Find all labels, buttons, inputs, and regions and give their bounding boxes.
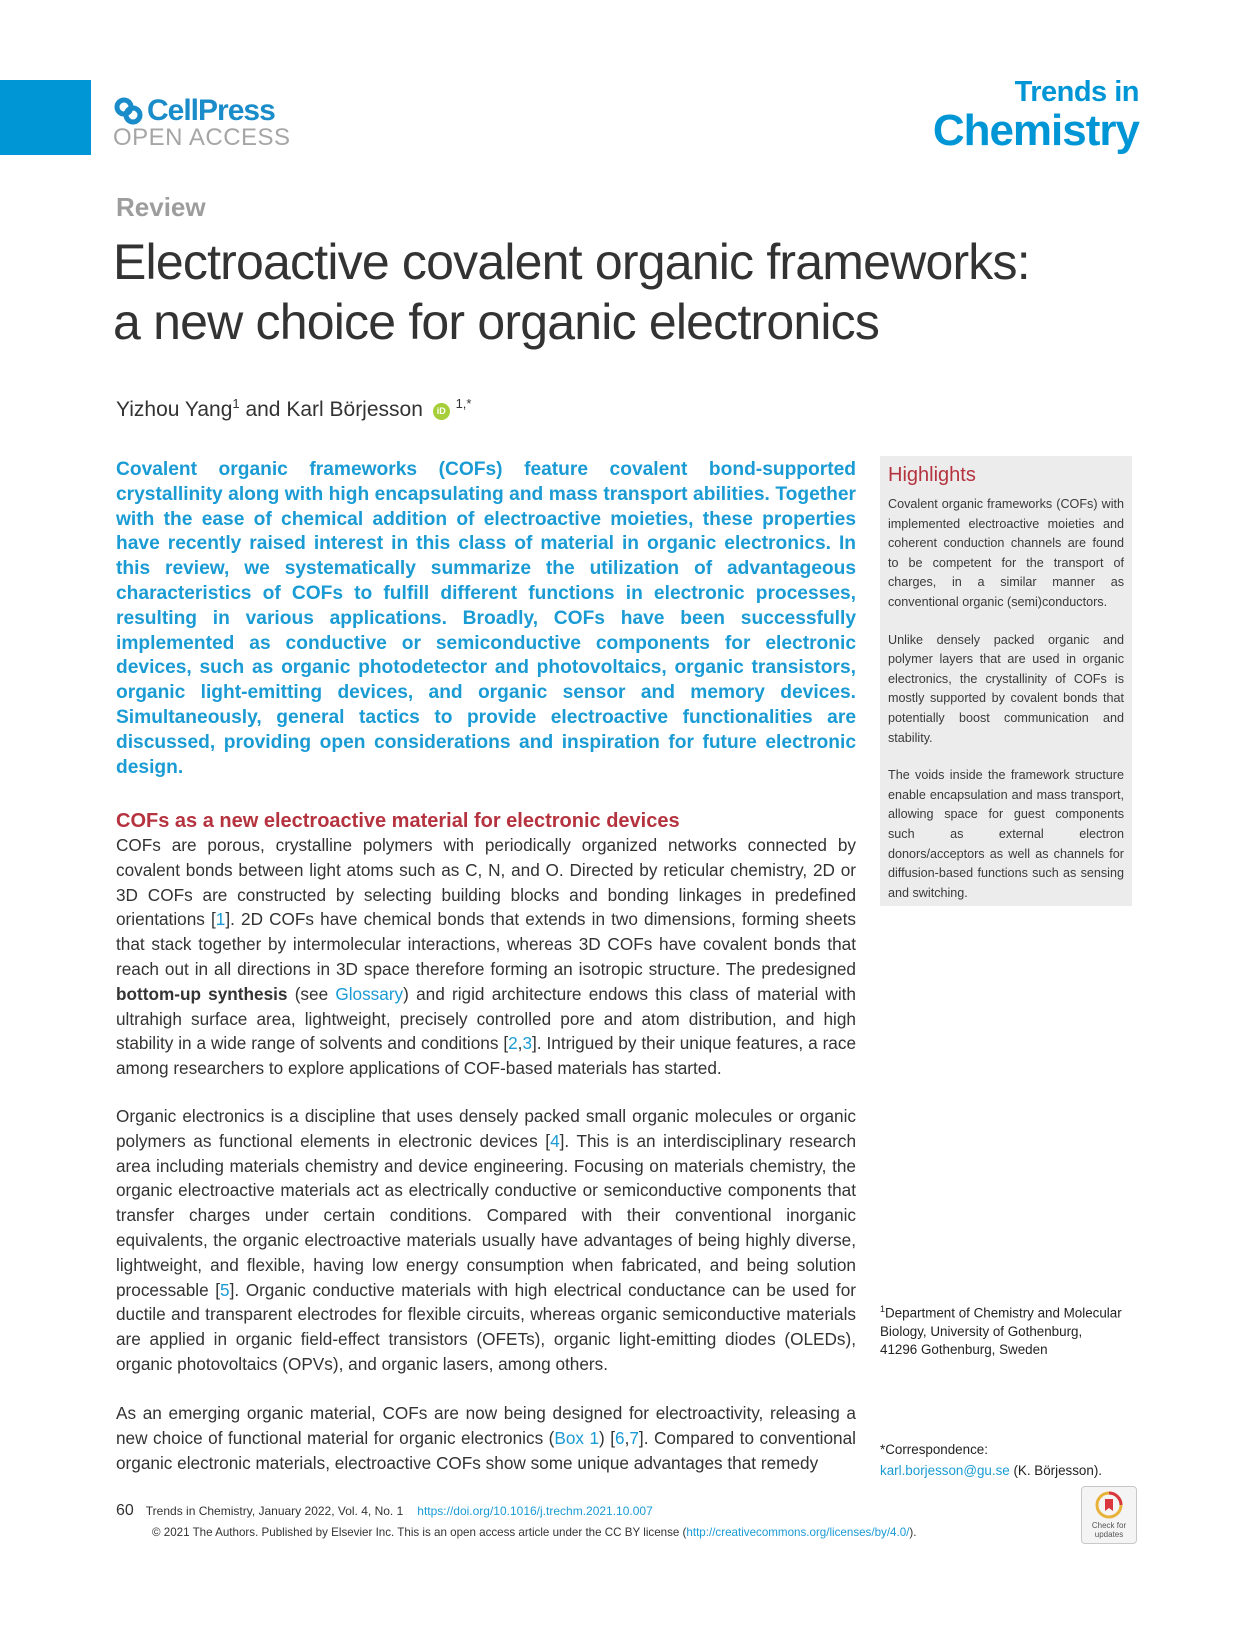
section-heading: COFs as a new electroactive material for electronic devices	[116, 810, 680, 832]
highlights-box	[880, 456, 1132, 906]
article-title	[113, 232, 1113, 352]
header-color-block	[0, 80, 91, 155]
correspondence-name: (K. Börjesson).	[1009, 1463, 1102, 1478]
reference-link[interactable]: 7	[629, 1427, 639, 1448]
reference-link[interactable]: 6	[615, 1427, 625, 1448]
text-run: ]. 2D COFs have chemical bonds that extends in two dimensions, forming sheets that stack together by intermolecular interactions, whereas 3D COFs have covalent bonds that reach out in all directions in 3D space therefore forming an isotropic structure. The predesigned	[116, 909, 856, 979]
author-2-affil: 1,*	[455, 396, 472, 411]
correspondence-label: *Correspondence:	[880, 1442, 988, 1457]
text-run: (see	[287, 983, 336, 1004]
check-updates-line1: Check for	[1091, 1521, 1127, 1530]
body-paragraph-2	[116, 1104, 856, 1377]
highlights-title: Highlights	[888, 464, 976, 486]
box-link[interactable]: Box 1	[554, 1427, 600, 1448]
correspondence	[880, 1439, 1150, 1481]
license-text: © 2021 The Authors. Published by Elsevier Inc. This is an open access article under the CC BY license (	[152, 1526, 687, 1539]
cellpress-mark-icon	[113, 96, 143, 126]
open-access-label: OPEN ACCESS	[113, 124, 291, 151]
body-paragraph-3	[116, 1401, 856, 1475]
body-paragraph-1	[116, 833, 856, 1081]
text-run: ]. Organic conductive materials with high electrical conductance can be used for ductile and transparent electrodes for flexible circuits, whereas organic semiconductive materials are applied in organic field-effect transistors (OFETs), organic light-emitting diodes (OLEDs), organic photovoltaics (OPVs), and organic lasers, among others.	[116, 1279, 856, 1374]
affiliation-line: 41296 Gothenburg, Sweden	[880, 1342, 1048, 1358]
text-run: ]. Compared to conventional organic electronic materials, electroactive COFs show some unique advantages that remedy	[116, 1427, 856, 1473]
author-list	[116, 396, 471, 422]
text-run: As an emerging organic material, COFs are now being designed for electroactivity, releasing a new choice of functional material for organic electronics (	[116, 1403, 856, 1448]
author-2[interactable]: Karl Börjesson	[286, 398, 423, 421]
highlight-item: Unlike densely packed organic and polymer layers that are used in organic electronics, the crystallinity of COFs is mostly supported by covalent bonds that potentially boost communication and stability.	[888, 632, 1124, 745]
reference-link[interactable]: 5	[220, 1279, 230, 1300]
reference-link[interactable]: 1	[215, 909, 226, 930]
affiliation-line: Biology, University of Gothenburg,	[880, 1323, 1083, 1339]
author-1-affil: 1	[232, 396, 240, 411]
reference-link[interactable]: 4	[550, 1130, 560, 1151]
correspondence-email-link[interactable]: karl.borjesson@gu.se	[880, 1463, 1010, 1478]
footer-license	[152, 1526, 916, 1539]
title-line-2: a new choice for organic electronics	[113, 294, 880, 350]
glossary-link[interactable]: Glossary	[335, 983, 404, 1004]
publisher-name: CellPress	[147, 94, 275, 127]
reference-link[interactable]: 2	[508, 1033, 518, 1054]
check-updates-line2: updates	[1094, 1530, 1124, 1539]
affiliation-marker: 1	[880, 1304, 886, 1314]
reference-link[interactable]: 3	[522, 1033, 533, 1054]
affiliation-line: Department of Chemistry and Molecular	[885, 1305, 1122, 1321]
text-run: ) [	[599, 1427, 616, 1448]
footer-citation	[116, 1502, 653, 1520]
abstract: Covalent organic frameworks (COFs) feature covalent bond-supported crystallinity along with high encapsulating and mass transport abilities. Together with the ease of chemical addition of electroactive moieties, these properties have recently raised interest in this class of material in organic electronics. In this review, we systematically summarize the utilization of advantageous characteristics of COFs to fulfill different functions in electronic processes, resulting in various applications. Broadly, COFs have been successfully implemented as conductive or semiconductive components for electronic devices, such as organic photodetector and photovoltaics, organic transistors, organic light-emitting devices, and organic sensor and memory devices. Simultaneously, general tactics to provide electroactive functionalities are discussed, providing open considerations and inspiration for future electronic design.	[116, 459, 856, 778]
text-run: ,	[517, 1033, 523, 1054]
text-run: ,	[624, 1427, 630, 1448]
journal-logo[interactable]	[933, 76, 1139, 154]
highlight-item: Covalent organic frameworks (COFs) with implemented electroactive moieties and coherent conduction channels are found to be competent for the transport of charges, in a similar manner as conventional organic (semi)conductors.	[888, 497, 1124, 609]
affiliation	[880, 1300, 1140, 1360]
highlight-item: The voids inside the framework structure enable encapsulation and mass transport, allowing space for guest components such as external electron donors/acceptors as well as channels for diffusion-based functions such as sensing and switching.	[888, 768, 1124, 900]
license-link[interactable]: http://creativecommons.org/licenses/by/4.0/	[686, 1526, 910, 1539]
article-type: Review	[116, 192, 206, 222]
text-run: ]. Intrigued by their unique features, a race among researchers to explore applications of COF-based materials has started.	[116, 1033, 856, 1079]
text-run: ]. This is an interdisciplinary research area including materials chemistry and device engineering. Focusing on materials chemistry, the organic electroactive materials act as electrically conductive or semiconductive components that transfer charges under certain conditions. Compared with their conventional inorganic equivalents, the organic electroactive materials usually have advantages of being highly diverse, lightweight, and flexible, having low energy consumption when fabricated, and being solution processable [	[116, 1130, 857, 1300]
text-run: Organic electronics is a discipline that uses densely packed small organic molecules or organic polymers as functional elements in electronic devices [	[116, 1106, 856, 1151]
glossary-term: bottom-up synthesis	[116, 983, 288, 1004]
text-run: COFs are porous, crystalline polymers with periodically organized networks connected by covalent bonds between light atoms such as C, N, and O. Directed by reticular chemistry, 2D or 3D COFs are constructed by selecting building blocks and bonding linkages in predefined orientations [	[116, 835, 856, 930]
cellpress-logo[interactable]	[113, 96, 291, 150]
citation-text: Trends in Chemistry, January 2022, Vol. 4, No. 1	[145, 1504, 404, 1518]
check-for-updates-button[interactable]	[1081, 1486, 1137, 1544]
check-for-updates-icon	[1095, 1491, 1123, 1519]
author-separator: and	[239, 398, 287, 421]
orcid-icon[interactable]: iD	[433, 403, 450, 420]
page-number: 60	[116, 1502, 134, 1519]
license-end: ).	[909, 1526, 917, 1539]
title-line-1: Electroactive covalent organic frameworks:	[113, 234, 1030, 290]
doi-link[interactable]: https://doi.org/10.1016/j.trechm.2021.10.007	[417, 1504, 653, 1518]
author-1[interactable]: Yizhou Yang	[116, 398, 233, 421]
journal-name-line2: Chemistry	[932, 106, 1139, 155]
text-run: ) and rigid architecture endows this class of material with ultrahigh surface area, lightweight, precisely controlled pore and atom distribution, and high stability in a wide range of solvents and conditions [	[116, 983, 856, 1054]
journal-name-line1: Trends in	[1014, 76, 1139, 108]
